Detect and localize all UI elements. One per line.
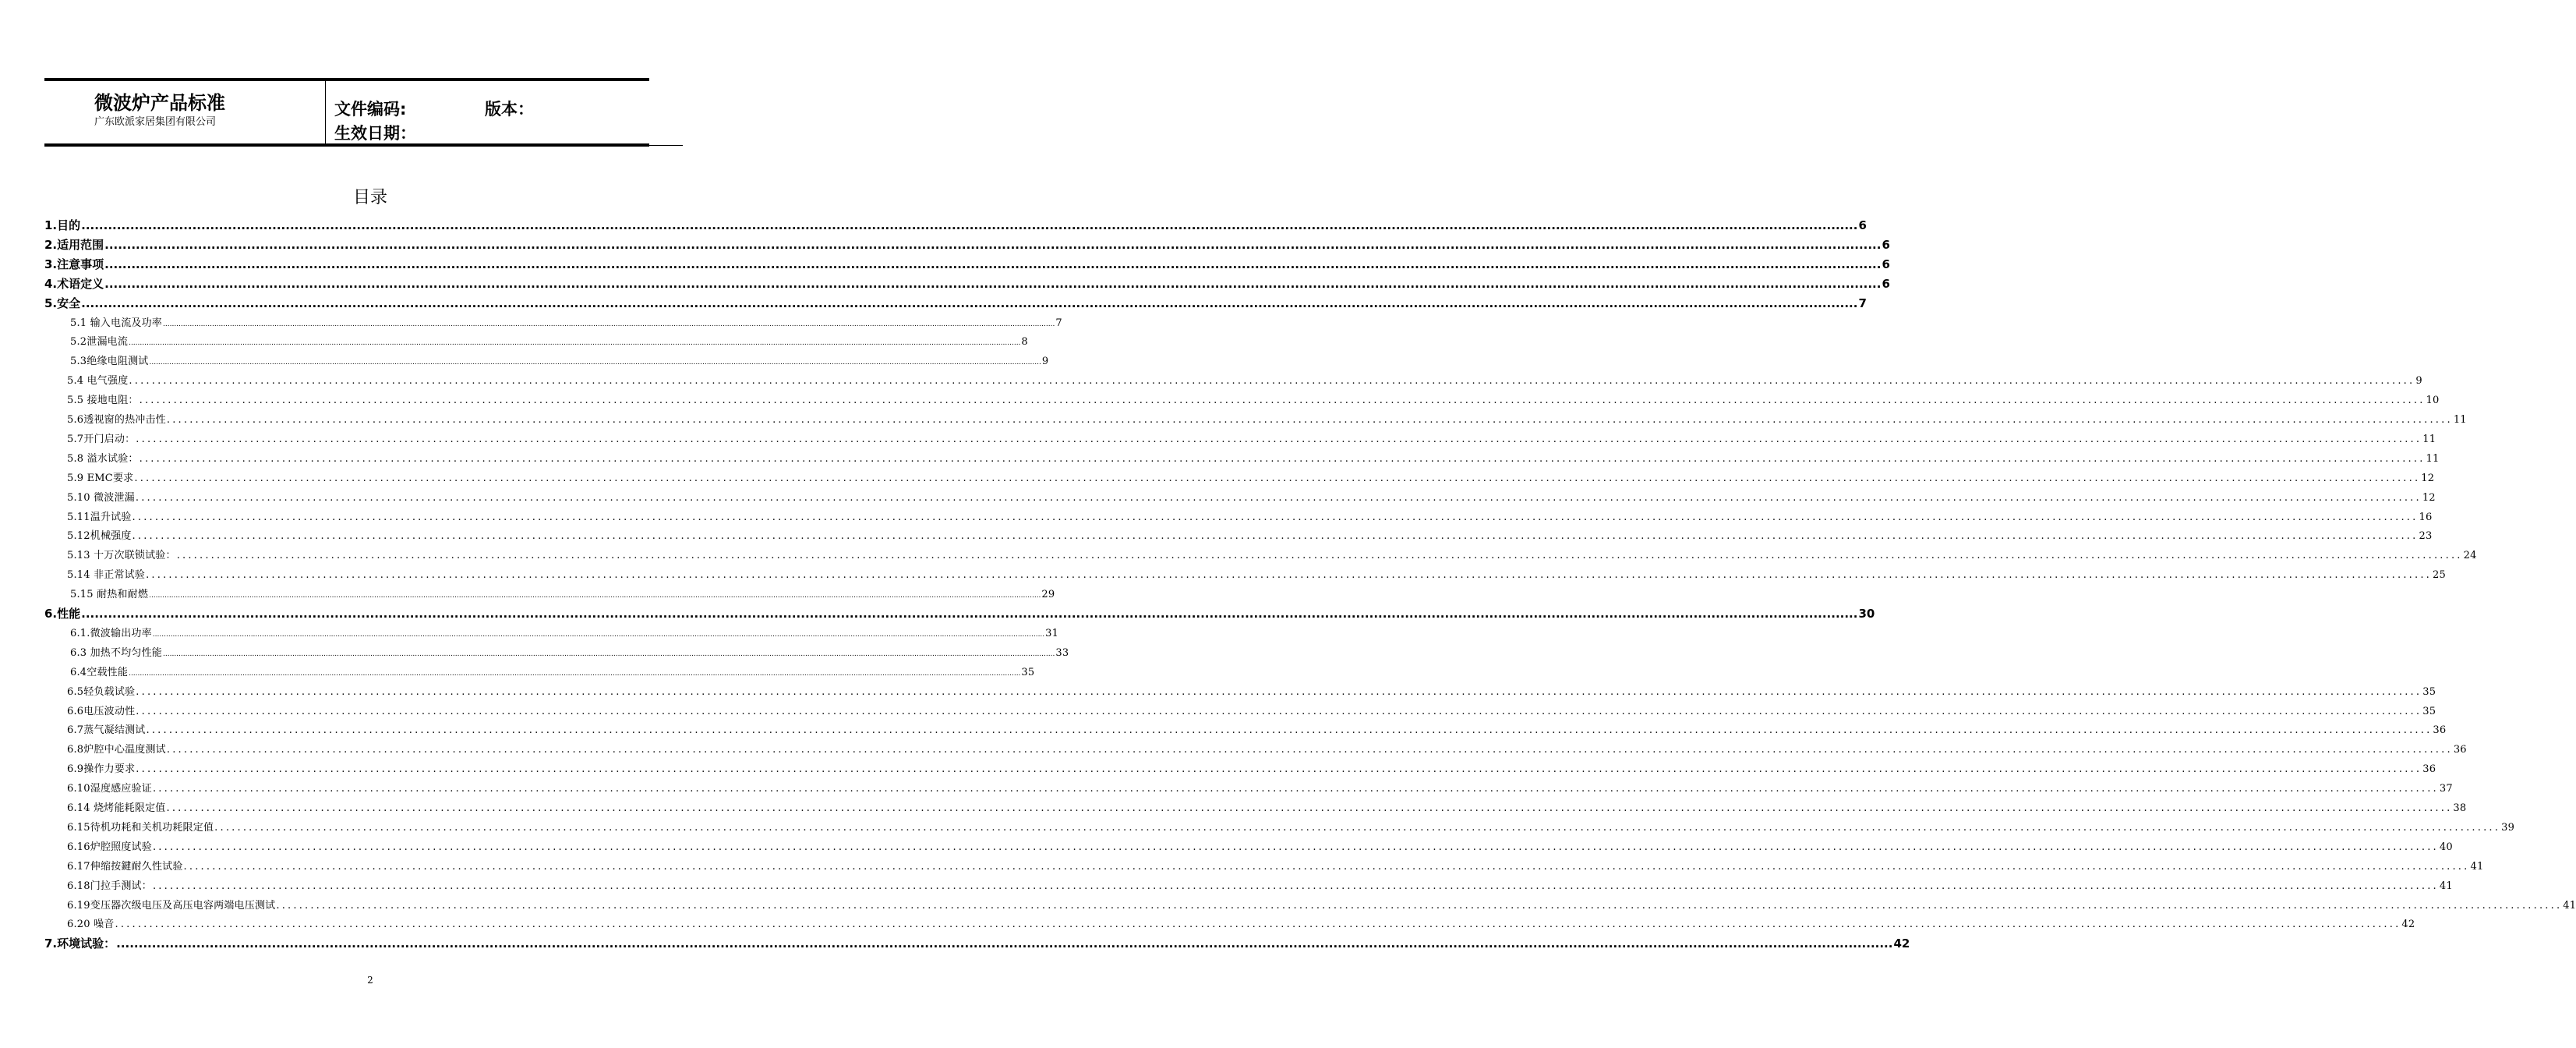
toc-entry-label: 6.9操作力要求 (67, 763, 136, 776)
toc-entry-page: 37 (2439, 783, 2453, 795)
document-header (44, 78, 683, 148)
toc-entry-label: 3.注意事项 (44, 257, 104, 271)
toc-dot-leader: ................................................................................................................................................................................................................................................................................................................................................................................................................ (276, 899, 2563, 912)
toc-entry-label: 6.性能 (44, 607, 81, 621)
toc-entry-page: 25 (2433, 569, 2446, 582)
toc-entry-label: 6.15待机功耗和关机功耗限定值 (67, 821, 214, 834)
toc-entry-label: 5.14 非正常试验 (67, 569, 146, 582)
toc-dot-leader: ................................................................................................................................................................................................................................................................................................................................................................................................................ (104, 276, 1882, 291)
toc-dot-leader: ................................................................................................................................................................................................................................................................................................................................................................................................................ (139, 452, 2426, 465)
toc-entry-label: 5.1 输入电流及功率 (70, 317, 163, 329)
toc-entry-label: 6.6电压波动性 (67, 705, 136, 717)
toc-entry[interactable] (70, 333, 1028, 349)
toc-entry-label: 5.7开门启动： (67, 433, 136, 445)
toc-entry[interactable] (67, 819, 2515, 834)
toc-entry-page: 12 (2421, 472, 2435, 484)
toc-dot-leader: ................................................................................................................................................................................................................................................................................................................................................................................................................ (152, 841, 2439, 853)
toc-entry[interactable] (67, 430, 2436, 445)
toc-dot-leader: ................................................................................................................................................................................................................................................................................................................................................................................................................ (146, 569, 2433, 582)
toc-entry-page: 41 (2470, 860, 2484, 873)
toc-dot-leader: ................................................................................................................................................................................................................................................................................................................................................................................................................ (129, 339, 1021, 348)
toc-entry-label: 6.16炉腔照度试验 (67, 841, 152, 853)
toc-entry[interactable] (67, 760, 2436, 776)
toc-dot-leader: ................................................................................................................................................................................................................................................................................................................................................................................................................ (166, 802, 2453, 814)
toc-entry-label: 5.8 溢水试验： (67, 452, 139, 465)
toc-entry[interactable] (67, 566, 2446, 582)
toc-entry[interactable] (44, 217, 1867, 233)
toc-entry-page: 10 (2426, 395, 2440, 407)
toc-dot-leader: ................................................................................................................................................................................................................................................................................................................................................................................................................ (135, 491, 2422, 504)
toc-dot-leader: ................................................................................................................................................................................................................................................................................................................................................................................................................ (146, 724, 2433, 737)
toc-entry[interactable] (44, 605, 1875, 621)
toc-entry-label: 5.2泄漏电流 (70, 336, 129, 349)
toc-entry-label: 6.7蒸气凝结测试 (67, 724, 146, 737)
toc-dot-leader: ................................................................................................................................................................................................................................................................................................................................................................................................................ (183, 860, 2470, 873)
toc-entry-page: 12 (2422, 491, 2436, 504)
toc-dot-leader: ................................................................................................................................................................................................................................................................................................................................................................................................................ (116, 936, 1893, 951)
toc-entry[interactable] (67, 897, 2576, 912)
toc-entry-label: 5.4 电气强度 (67, 375, 129, 388)
toc-dot-leader: ................................................................................................................................................................................................................................................................................................................................................................................................................ (166, 414, 2453, 426)
toc-entry-page: 35 (1021, 666, 1035, 678)
toc-entry-page: 23 (2419, 530, 2433, 543)
header-bottom-thin-rule (649, 145, 683, 146)
toc-entry-page: 11 (2453, 414, 2467, 426)
toc-entry[interactable] (67, 780, 2453, 795)
toc-entry-label: 5.9 EMC要求 (67, 472, 134, 484)
toc-entry-page: 39 (2501, 821, 2515, 834)
toc-dot-leader: ................................................................................................................................................................................................................................................................................................................................................................................................................ (214, 821, 2501, 834)
toc-entry[interactable] (70, 314, 1062, 329)
toc-entry-page: 24 (2463, 550, 2477, 562)
toc-entry-label: 6.5轻负载试验 (67, 685, 136, 698)
toc-dot-leader: ................................................................................................................................................................................................................................................................................................................................................................................................................ (81, 607, 1858, 621)
toc-entry[interactable] (67, 547, 2477, 562)
toc-entry[interactable] (67, 838, 2453, 853)
toc-entry[interactable] (67, 877, 2453, 892)
toc-entry[interactable] (67, 915, 2415, 931)
version-label: 版本： (485, 100, 534, 119)
toc-dot-leader: ................................................................................................................................................................................................................................................................................................................................................................................................................ (166, 744, 2453, 756)
toc-entry-label: 6.20 噪音 (67, 919, 115, 931)
toc-entry-page: 8 (1021, 336, 1028, 349)
toc-entry[interactable] (67, 411, 2467, 426)
toc-entry-label: 6.1.微波输出功率 (70, 627, 152, 639)
toc-entry[interactable] (67, 858, 2484, 873)
toc-dot-leader: ................................................................................................................................................................................................................................................................................................................................................................................................................ (149, 359, 1041, 367)
toc-entry[interactable] (67, 527, 2433, 543)
toc-entry-label: 5.15 耐热和耐燃 (70, 589, 149, 601)
toc-entry-page: 42 (1893, 936, 1910, 951)
toc-entry-page: 16 (2419, 511, 2433, 523)
toc-entry[interactable] (67, 508, 2433, 523)
toc-entry[interactable] (67, 391, 2440, 407)
toc-dot-leader: ................................................................................................................................................................................................................................................................................................................................................................................................................ (115, 919, 2401, 931)
header-divider (325, 81, 326, 143)
toc-entry[interactable] (67, 372, 2422, 388)
header-bottom-rule (44, 143, 649, 147)
toc-dot-leader: ................................................................................................................................................................................................................................................................................................................................................................................................................ (149, 592, 1041, 600)
toc-entry-label: 5.3绝缘电阻测试 (70, 356, 149, 368)
toc-entry[interactable] (67, 703, 2436, 717)
toc-dot-leader: ................................................................................................................................................................................................................................................................................................................................................................................................................ (134, 472, 2421, 484)
toc-dot-leader: ................................................................................................................................................................................................................................................................................................................................................................................................................ (136, 433, 2422, 445)
toc-entry-page: 41 (2563, 899, 2576, 912)
company-name: 广东欧派家居集团有限公司 (94, 116, 217, 128)
toc-entry[interactable] (44, 935, 1910, 951)
toc-entry-label: 5.安全 (44, 296, 81, 310)
toc-entry[interactable] (70, 664, 1035, 678)
toc-entry-page: 7 (1055, 317, 1062, 329)
page-number: 2 (367, 975, 373, 986)
toc-entry[interactable] (70, 586, 1055, 601)
toc-entry-page: 6 (1882, 276, 1890, 291)
toc-dot-leader: ................................................................................................................................................................................................................................................................................................................................................................................................................ (152, 630, 1045, 639)
toc-entry-page: 36 (2453, 744, 2467, 756)
toc-dot-leader: ................................................................................................................................................................................................................................................................................................................................................................................................................ (129, 669, 1021, 678)
toc-entry-label: 5.6透视窗的热冲击性 (67, 414, 166, 426)
toc-entry-label: 5.11温升试验 (67, 511, 132, 523)
toc-entry[interactable] (44, 295, 1867, 311)
toc-dot-leader: ................................................................................................................................................................................................................................................................................................................................................................................................................ (152, 783, 2439, 795)
toc-entry-label: 6.19变压器次级电压及高压电容两端电压测试 (67, 899, 276, 912)
toc-entry-label: 2.适用范围 (44, 237, 104, 252)
toc-entry-page: 7 (1858, 296, 1867, 310)
toc-entry-page: 35 (2422, 685, 2436, 698)
toc-entry-page: 36 (2433, 724, 2447, 737)
standard-title: 微波炉产品标准 (94, 92, 225, 114)
toc-dot-leader: ................................................................................................................................................................................................................................................................................................................................................................................................................ (136, 685, 2422, 698)
toc-dot-leader: ................................................................................................................................................................................................................................................................................................................................................................................................................ (136, 705, 2422, 717)
toc-entry-page: 9 (1041, 356, 1049, 368)
toc-entry[interactable] (67, 683, 2436, 698)
toc-entry[interactable] (67, 721, 2447, 737)
toc-entry-page: 40 (2439, 841, 2453, 853)
file-code-label: 文件编码: (334, 100, 407, 119)
toc-entry[interactable] (67, 450, 2440, 465)
toc-entry-page: 9 (2415, 375, 2422, 388)
toc-dot-leader: ................................................................................................................................................................................................................................................................................................................................................................................................................ (129, 375, 2415, 388)
toc-entry-label: 6.10湿度感应验证 (67, 783, 152, 795)
toc-entry[interactable] (44, 275, 1890, 292)
toc-dot-leader: ................................................................................................................................................................................................................................................................................................................................................................................................................ (163, 650, 1055, 658)
toc-entry[interactable] (67, 489, 2436, 504)
toc-entry[interactable] (70, 352, 1049, 368)
toc-entry-page: 41 (2439, 880, 2453, 892)
toc-entry-label: 6.3 加热不均匀性能 (70, 646, 163, 659)
toc-entry-page: 29 (1041, 589, 1055, 601)
toc-entry-label: 1.目的 (44, 218, 81, 232)
header-top-rule (44, 78, 649, 81)
toc-entry-label: 6.18门拉手测试： (67, 880, 152, 892)
toc-entry-page: 6 (1882, 257, 1890, 271)
toc-entry-page: 11 (2422, 433, 2436, 445)
toc-dot-leader: ................................................................................................................................................................................................................................................................................................................................................................................................................ (104, 257, 1882, 271)
toc-entry-label: 6.17伸缩按鍵耐久性试验 (67, 860, 183, 873)
toc-dot-leader: ................................................................................................................................................................................................................................................................................................................................................................................................................ (136, 763, 2422, 776)
toc-entry-page: 35 (2422, 705, 2436, 717)
toc-entry[interactable] (70, 625, 1059, 639)
toc-dot-leader: ................................................................................................................................................................................................................................................................................................................................................................................................................ (176, 550, 2463, 562)
toc-entry[interactable] (67, 799, 2467, 814)
toc-entry-label: 6.14 烧烤能耗限定值 (67, 802, 166, 814)
toc-dot-leader: ................................................................................................................................................................................................................................................................................................................................................................................................................ (104, 237, 1882, 252)
toc-entry-label: 5.5 接地电阻： (67, 395, 139, 407)
toc-entry-label: 4.术语定义 (44, 276, 104, 291)
toc-entry-page: 38 (2453, 802, 2467, 814)
toc-dot-leader: ................................................................................................................................................................................................................................................................................................................................................................................................................ (152, 880, 2439, 892)
toc-entry-label: 5.12机械强度 (67, 530, 132, 543)
toc-entry-page: 42 (2401, 919, 2415, 931)
toc-entry-page: 6 (1882, 237, 1890, 252)
toc-entry-label: 5.10 微波泄漏 (67, 491, 135, 504)
toc-entry-page: 33 (1055, 646, 1069, 659)
toc-entry-label: 7.环境试验： (44, 936, 116, 951)
toc-entry[interactable] (67, 469, 2435, 484)
toc-entry-page: 36 (2422, 763, 2436, 776)
toc-entry[interactable] (67, 741, 2467, 756)
toc-dot-leader: ................................................................................................................................................................................................................................................................................................................................................................................................................ (81, 296, 1858, 310)
toc-dot-leader: ................................................................................................................................................................................................................................................................................................................................................................................................................ (139, 395, 2426, 407)
toc-dot-leader: ................................................................................................................................................................................................................................................................................................................................................................................................................ (132, 511, 2419, 523)
toc-entry-page: 30 (1858, 607, 1875, 621)
toc-entry-page: 31 (1045, 627, 1059, 639)
toc-entry-page: 6 (1858, 218, 1867, 232)
effective-date-label: 生效日期： (334, 124, 416, 143)
toc-entry[interactable] (44, 256, 1890, 272)
toc-entry-label: 6.8炉腔中心温度测试 (67, 744, 166, 756)
toc-entry[interactable] (44, 236, 1890, 253)
toc-dot-leader: ................................................................................................................................................................................................................................................................................................................................................................................................................ (163, 320, 1055, 328)
toc-entry-label: 5.13 十万次联锁试验： (67, 550, 176, 562)
toc-dot-leader: ................................................................................................................................................................................................................................................................................................................................................................................................................ (132, 530, 2419, 543)
toc-entry[interactable] (70, 644, 1069, 659)
toc-title: 目录 (352, 188, 387, 207)
toc-entry-label: 6.4空载性能 (70, 666, 129, 678)
toc-entry-page: 11 (2426, 452, 2440, 465)
toc-dot-leader: ................................................................................................................................................................................................................................................................................................................................................................................................................ (81, 218, 1858, 232)
